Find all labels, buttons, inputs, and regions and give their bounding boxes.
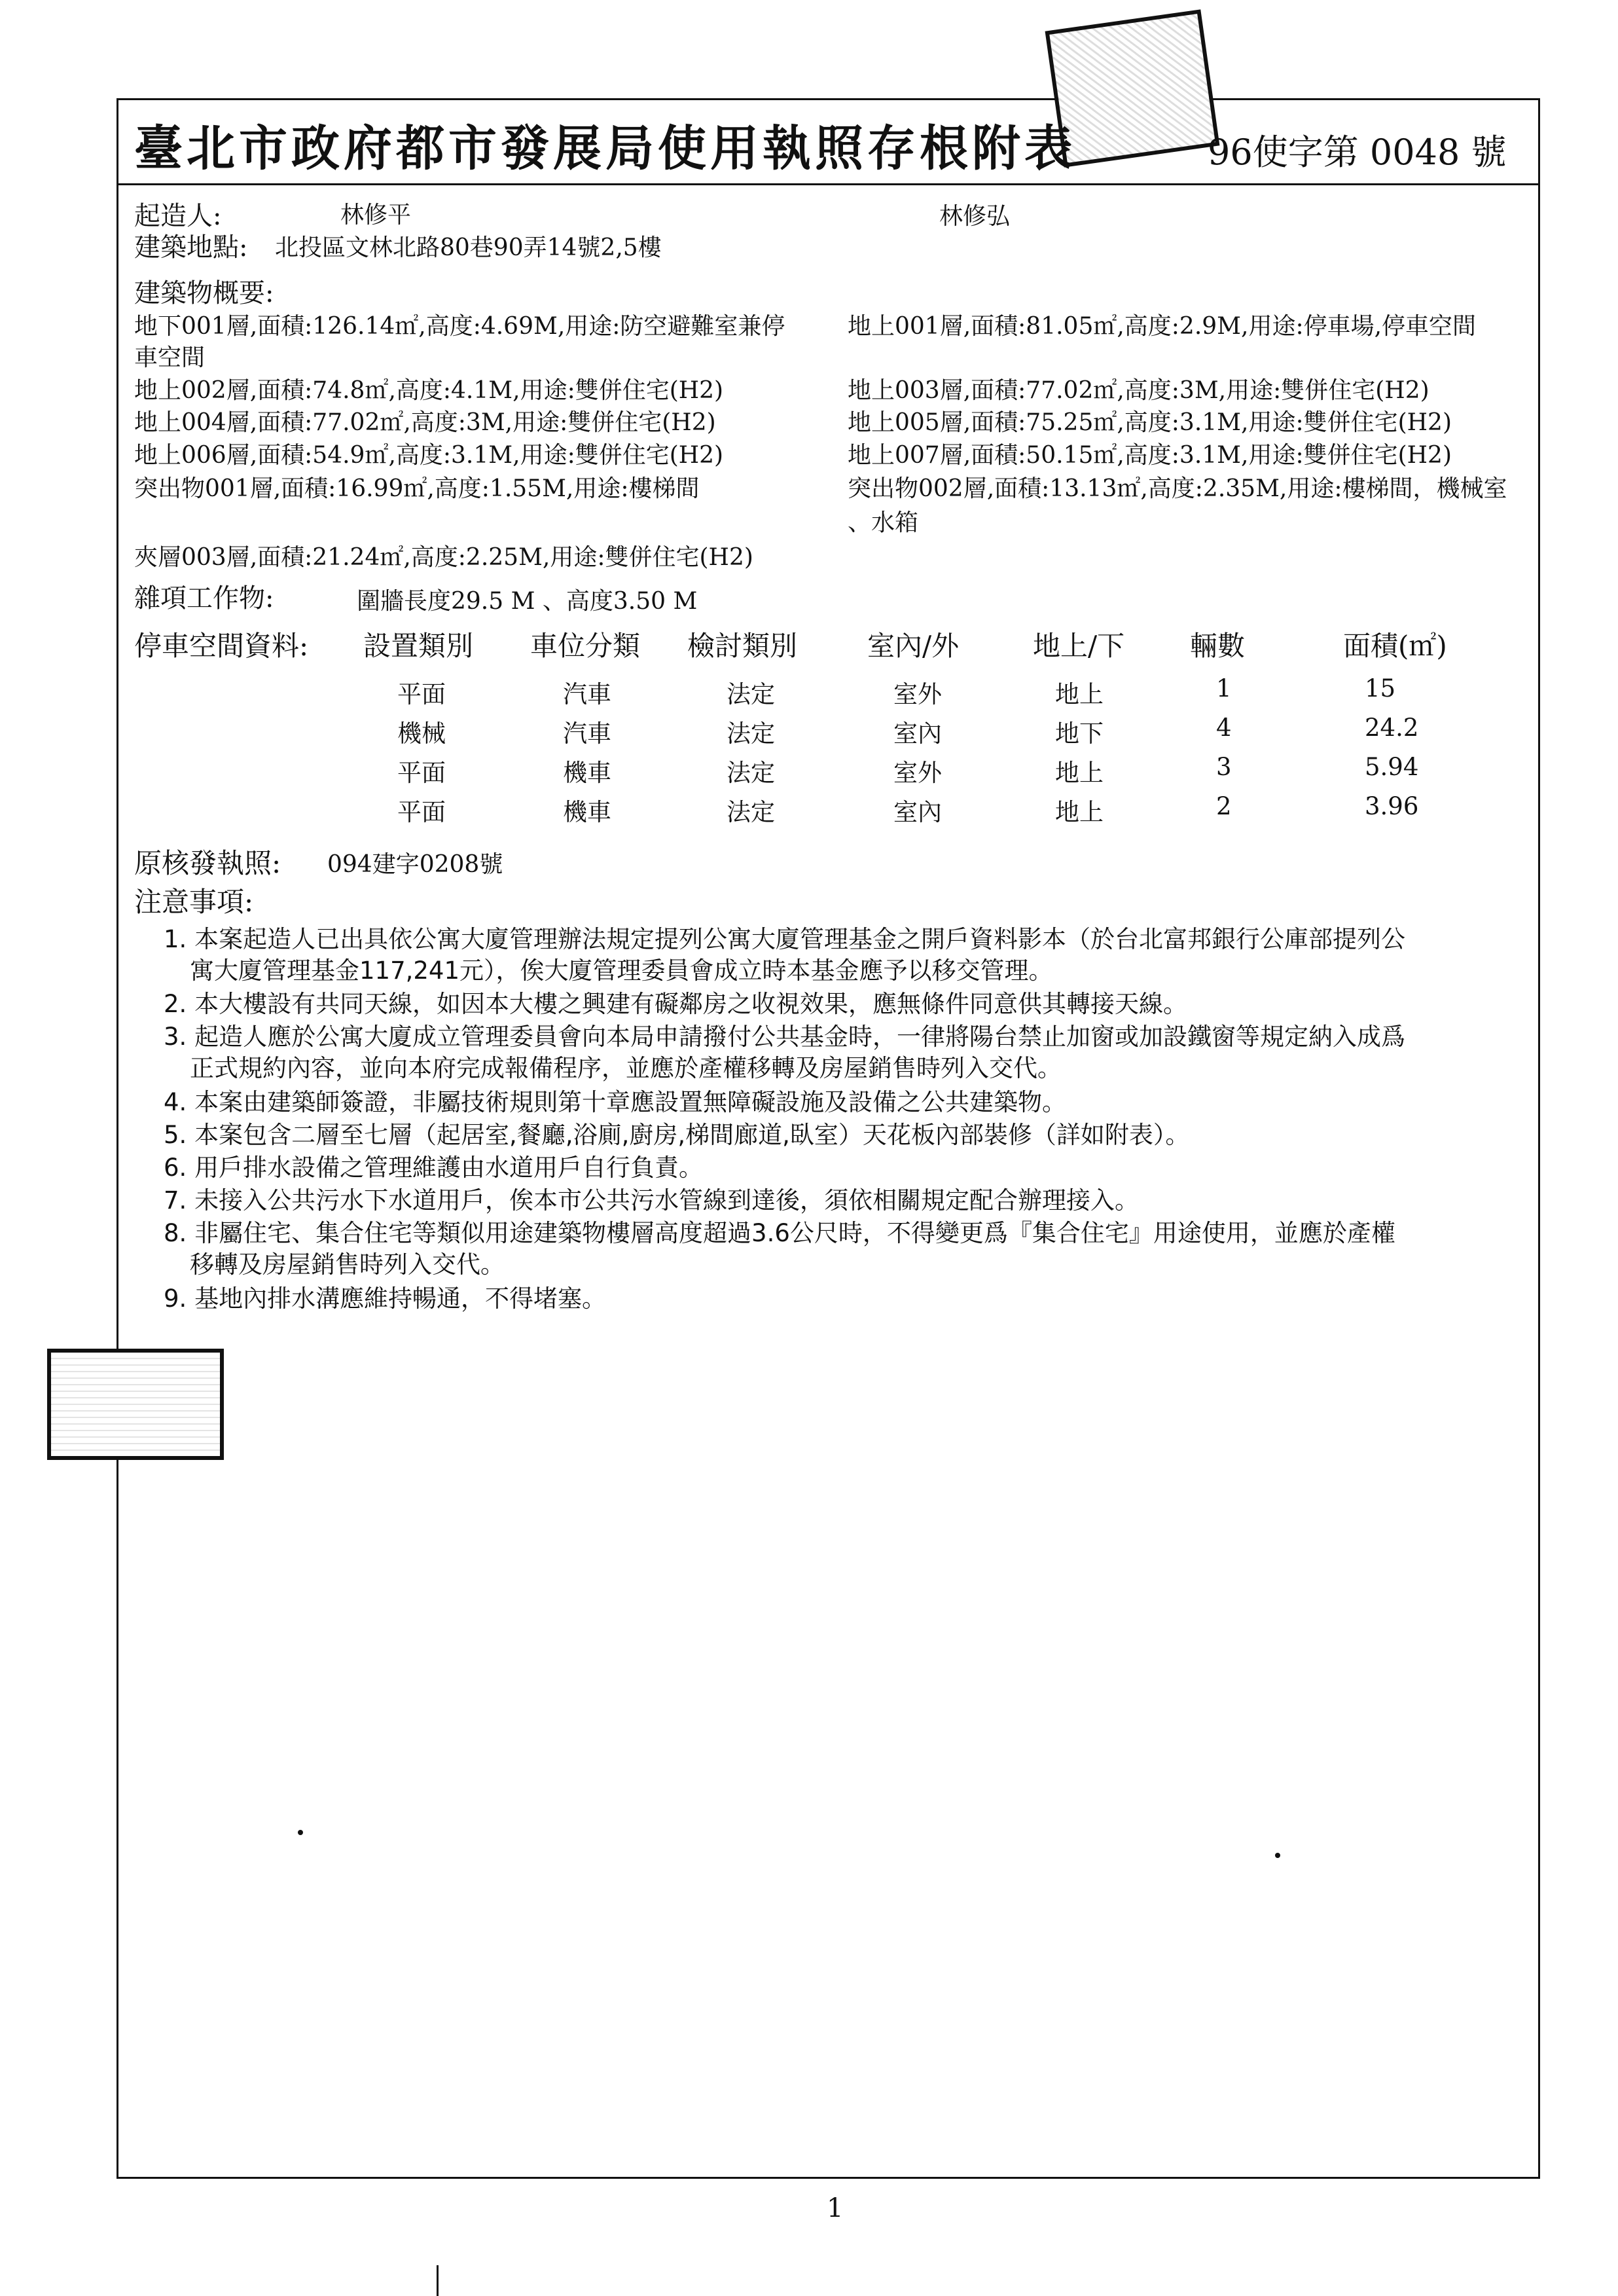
note-line: 8. 非屬住宅、集合住宅等類似用途建築物樓層高度超過3.6公尺時，不得變更爲『集合住宅』用途使用，並應於產權: [164, 1219, 1395, 1247]
note-line: 正式規約內容，並向本府完成報備程序，並應於產權移轉及房屋銷售時列入交代。: [190, 1054, 1062, 1082]
parking-cell: 地上: [1055, 798, 1104, 826]
parking-cell: 5.94: [1365, 753, 1419, 781]
parking-cell: 地上: [1055, 680, 1104, 708]
page-number: 1: [827, 2193, 844, 2223]
scan-speck: [1275, 1853, 1280, 1858]
floor-right-1: 地上001層,面積:81.05㎡,高度:2.9M,用途:停車場,停車空間: [848, 313, 1477, 340]
scan-speck: [298, 1830, 303, 1835]
applicant-label: 起造人:: [134, 201, 222, 231]
parking-cell: 法定: [727, 720, 775, 748]
note-line: 寓大廈管理基金117,241元），俟大廈管理委員會成立時本基金應予以移交管理。: [190, 957, 1053, 985]
applicant-name-1: 林修平: [340, 202, 412, 228]
parking-header-count: 輛數: [1190, 630, 1246, 662]
parking-cell: 4: [1216, 714, 1232, 742]
parking-cell: 室內: [893, 720, 942, 748]
note-line: 2. 本大樓設有共同天線，如因本大樓之興建有礙鄰房之收視效果，應無條件同意供其轉接天線。: [164, 990, 1188, 1018]
parking-cell: 法定: [727, 680, 775, 708]
original-permit-label: 原核發執照:: [134, 847, 281, 879]
parking-cell: 平面: [397, 798, 446, 826]
floor-left-3: 地上004層,面積:77.02㎡,高度:3M,用途:雙併住宅(H2): [134, 409, 716, 436]
parking-cell: 3: [1216, 753, 1232, 781]
parking-header-level: 地上/下: [1033, 630, 1125, 662]
parking-cell: 地下: [1055, 720, 1104, 748]
floor-left-6: 夾層003層,面積:21.24㎡,高度:2.25M,用途:雙併住宅(H2): [134, 544, 753, 571]
floor-left-4: 地上006層,面積:54.9㎡,高度:3.1M,用途:雙併住宅(H2): [134, 442, 724, 469]
title-divider: [117, 183, 1540, 185]
parking-cell: 平面: [397, 680, 446, 708]
parking-cell: 平面: [397, 759, 446, 787]
note-line: 5. 本案包含二層至七層（起居室,餐廳,浴廁,廚房,梯間廊道,臥室）天花板內部裝修（詳如附表）。: [164, 1121, 1190, 1149]
parking-cell: 法定: [727, 798, 775, 826]
misc-works-label: 雜項工作物:: [134, 583, 274, 613]
parking-cell: 室外: [893, 680, 942, 708]
parking-cell: 室內: [893, 798, 942, 826]
parking-cell: 法定: [727, 759, 775, 787]
parking-cell: 1: [1216, 674, 1232, 702]
notes-label: 注意事項:: [134, 886, 254, 918]
floor-right-2: 地上003層,面積:77.02㎡,高度:3M,用途:雙併住宅(H2): [848, 377, 1429, 404]
floor-right-3: 地上005層,面積:75.25㎡,高度:3.1M,用途:雙併住宅(H2): [848, 409, 1452, 436]
floor-left-2: 地上002層,面積:74.8㎡,高度:4.1M,用途:雙併住宅(H2): [134, 377, 724, 404]
note-line: 7. 未接入公共污水下水道用戶，俟本市公共污水管線到達後，須依相關規定配合辦理接入。: [164, 1186, 1140, 1214]
parking-cell: 機械: [397, 720, 446, 748]
floor-left-1: 地下001層,面積:126.14㎡,高度:4.69M,用途:防空避難室兼停: [134, 313, 785, 340]
parking-header-class: 車位分類: [530, 630, 641, 662]
floor-right-4: 地上007層,面積:50.15㎡,高度:3.1M,用途:雙併住宅(H2): [848, 442, 1452, 469]
parking-cell: 機車: [563, 798, 611, 826]
permit-number: 96使字第 0048 號: [1208, 132, 1507, 173]
parking-cell: 地上: [1055, 759, 1104, 787]
parking-cell: 2: [1216, 792, 1232, 820]
parking-cell: 室外: [893, 759, 942, 787]
floor-right-5-cont: 、水箱: [848, 509, 919, 536]
floor-left-5: 突出物001層,面積:16.99㎡,高度:1.55M,用途:樓梯間: [134, 475, 700, 502]
parking-header-type: 設置類別: [363, 630, 474, 662]
parking-cell: 機車: [563, 759, 611, 787]
misc-works-value: 圍牆長度29.5 M 、高度3.50 M: [357, 588, 698, 615]
parking-cell: 3.96: [1365, 792, 1419, 820]
original-permit-value: 094建字0208號: [327, 851, 503, 878]
parking-cell: 汽車: [563, 680, 611, 708]
parking-cell: 15: [1365, 674, 1396, 702]
overview-label: 建築物概要:: [134, 278, 274, 308]
applicant-name-2: 林修弘: [939, 203, 1011, 230]
note-line: 3. 起造人應於公寓大廈成立管理委員會向本局申請撥付公共基金時，一律將陽台禁止加窗或加設鐵窗等規定納入成爲: [164, 1023, 1406, 1051]
floor-left-1-cont: 車空間: [134, 344, 206, 371]
official-seal-left: [47, 1349, 224, 1460]
parking-cell: 24.2: [1365, 714, 1419, 742]
scan-mark: [437, 2265, 439, 2296]
note-line: 移轉及房屋銷售時列入交代。: [190, 1250, 505, 1279]
site-address: 北投區文林北路80巷90弄14號2,5樓: [275, 234, 662, 261]
parking-label: 停車空間資料:: [134, 630, 309, 662]
parking-cell: 汽車: [563, 720, 611, 748]
floor-right-5: 突出物002層,面積:13.13㎡,高度:2.35M,用途:樓梯間，機械室: [848, 475, 1507, 502]
parking-header-inout: 室內/外: [867, 630, 960, 662]
parking-header-review: 檢討類別: [687, 630, 798, 662]
note-line: 1. 本案起造人已出具依公寓大廈管理辦法規定提列公寓大廈管理基金之開戶資料影本（於台北富邦銀行公庫部提列公: [164, 925, 1406, 953]
document-title: 臺北市政府都市發展局使用執照存根附表: [134, 120, 1077, 177]
note-line: 4. 本案由建築師簽證，非屬技術規則第十章應設置無障礙設施及設備之公共建築物。: [164, 1088, 1067, 1116]
note-line: 6. 用戶排水設備之管理維護由水道用戶自行負責。: [164, 1154, 704, 1182]
site-label: 建築地點:: [134, 232, 248, 263]
note-line: 9. 基地內排水溝應維持暢通，不得堵塞。: [164, 1285, 607, 1313]
parking-header-area: 面積(㎡): [1343, 630, 1447, 662]
